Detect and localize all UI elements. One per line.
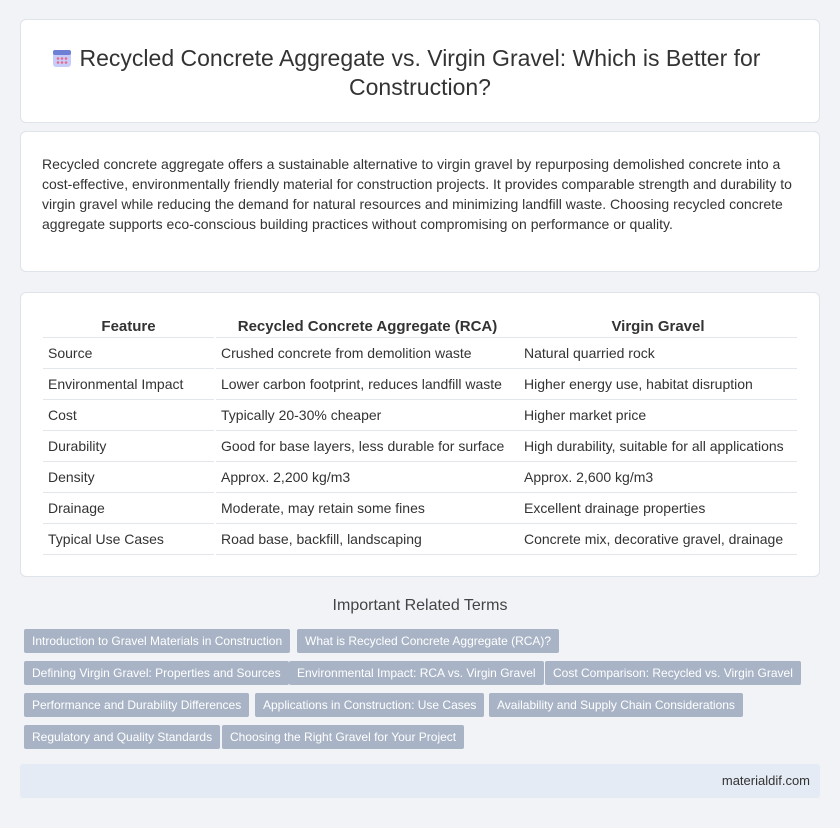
term-tag-cost-comparison[interactable]: Cost Comparison: Recycled vs. Virgin Gravel [545, 661, 801, 685]
table-row [43, 430, 797, 461]
page-title: Recycled Concrete Aggregate vs. Virgin Gravel: Which is Better for Construction? [79, 45, 761, 100]
table-cell: Typical Use Cases [43, 523, 215, 554]
term-tag-regulatory[interactable]: Regulatory and Quality Standards [24, 725, 220, 749]
related-terms-title: Important Related Terms [332, 597, 508, 614]
table-cell: Durability [43, 430, 215, 461]
table-cell: Approx. 2,200 kg/m3 [215, 461, 519, 492]
header-card [20, 19, 820, 123]
table-row [43, 337, 797, 368]
table-cell: Natural quarried rock [519, 337, 797, 368]
term-tag-what-is-rca[interactable]: What is Recycled Concrete Aggregate (RCA)? [297, 629, 559, 653]
table-cell: Cost [43, 399, 215, 430]
table-cell: Drainage [43, 492, 215, 523]
table-cell: Lower carbon footprint, reduces landfill waste [215, 368, 519, 399]
comparison-card [20, 292, 820, 577]
footer [20, 764, 820, 798]
table-cell: Good for base layers, less durable for surface [215, 430, 519, 461]
table-cell: Excellent drainage properties [519, 492, 797, 523]
term-tag-availability[interactable]: Availability and Supply Chain Considerations [489, 693, 743, 717]
footer-site-link[interactable]: materialdif.com [721, 773, 810, 788]
table-row [43, 461, 797, 492]
table-cell: Typically 20-30% cheaper [215, 399, 519, 430]
term-tag-performance[interactable]: Performance and Durability Differences [24, 693, 249, 717]
table-cell: Higher energy use, habitat disruption [519, 368, 797, 399]
comparison-table [43, 313, 797, 555]
term-tag-environmental-impact[interactable]: Environmental Impact: RCA vs. Virgin Gravel [289, 661, 544, 685]
table-header-row [43, 313, 797, 337]
table-cell: Concrete mix, decorative gravel, drainage [519, 523, 797, 554]
intro-card [20, 131, 820, 272]
table-cell: Higher market price [519, 399, 797, 430]
table-cell: Road base, backfill, landscaping [215, 523, 519, 554]
table-cell: Environmental Impact [43, 368, 215, 399]
term-tag-applications[interactable]: Applications in Construction: Use Cases [255, 693, 484, 717]
term-tag-virgin-gravel[interactable]: Defining Virgin Gravel: Properties and Sources [24, 661, 289, 685]
table-cell: Approx. 2,600 kg/m3 [519, 461, 797, 492]
header-virgin-gravel: Virgin Gravel [519, 313, 797, 337]
table-row [43, 523, 797, 554]
table-cell: Density [43, 461, 215, 492]
table-row [43, 492, 797, 523]
header-rca: Recycled Concrete Aggregate (RCA) [215, 313, 519, 337]
table-cell: Moderate, may retain some fines [215, 492, 519, 523]
table-row [43, 399, 797, 430]
table-cell: Source [43, 337, 215, 368]
table-cell: High durability, suitable for all applications [519, 430, 797, 461]
term-tag-gravel-intro[interactable]: Introduction to Gravel Materials in Construction [24, 629, 290, 653]
header-feature: Feature [43, 313, 215, 337]
term-tag-choosing-gravel[interactable]: Choosing the Right Gravel for Your Project [222, 725, 464, 749]
table-row [43, 368, 797, 399]
intro-text: Recycled concrete aggregate offers a sustainable alternative to virgin gravel by repurposing demolished concrete into a cost-effective, environmentally friendly material for construction projects. It provides comparable strength and durability to virgin gravel while reducing the demand for natural resources and minimizing landfill waste. Choosing recycled concrete aggregate supports eco-conscious building practices without compromising on performance or quality. [42, 156, 792, 232]
table-cell: Crushed concrete from demolition waste [215, 337, 519, 368]
